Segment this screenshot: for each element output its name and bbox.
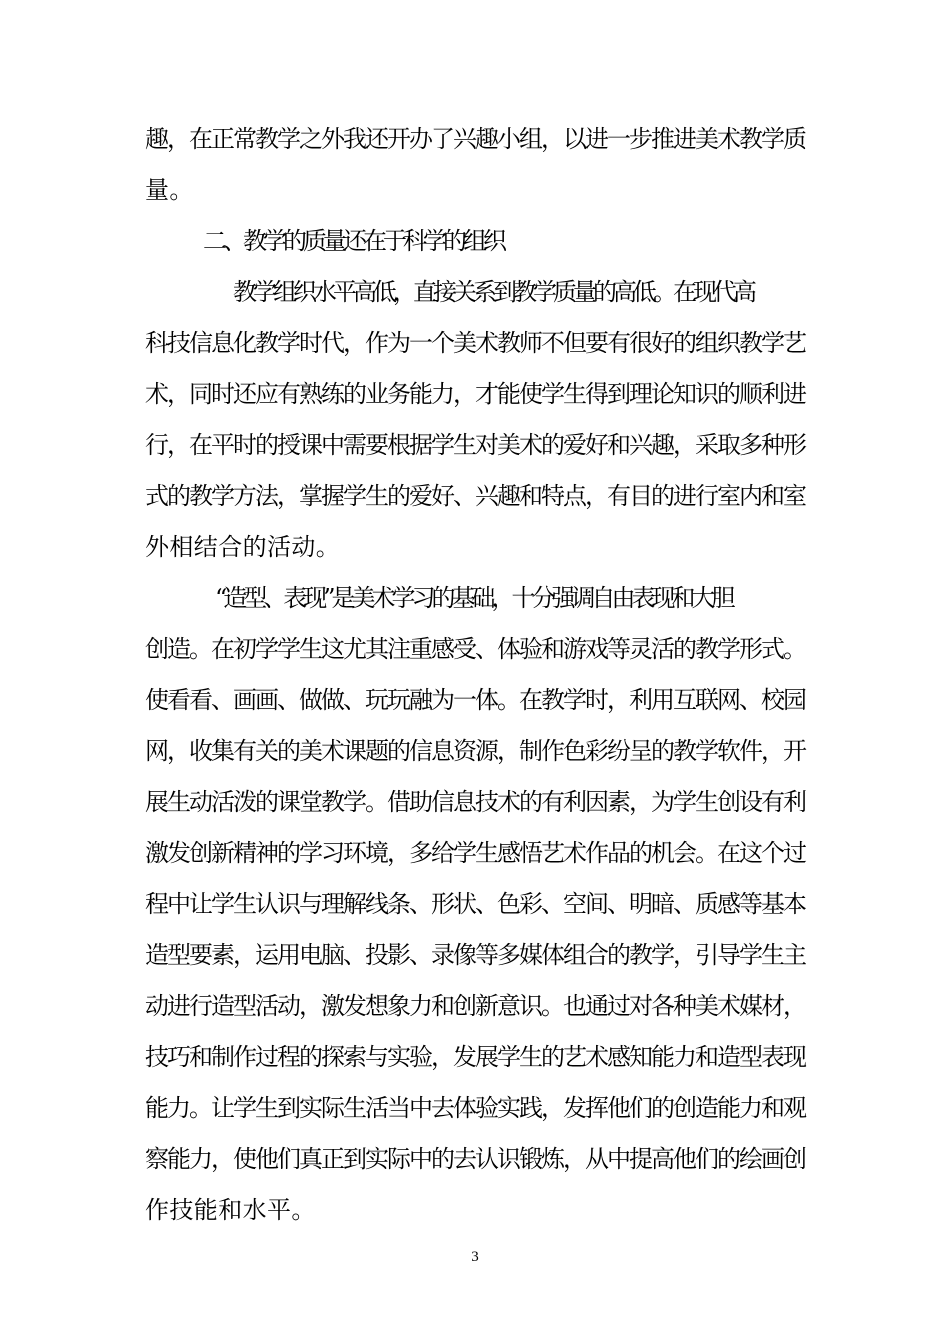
paragraph-line: 展生动活泼的课堂教学。借助信息技术的有利因素，为学生创设有利	[145, 788, 805, 816]
paragraph-line: 行，在平时的授课中需要根据学生对美术的爱好和兴趣，采取多种形	[145, 431, 805, 459]
paragraph-line: 创造。在初学学生这尤其注重感受、体验和游戏等灵活的教学形式。	[145, 635, 805, 663]
paragraph-line: 式的教学方法，掌握学生的爱好、兴趣和特点，有目的进行室内和室	[145, 482, 805, 510]
paragraph-line: 外相结合的活动。	[145, 533, 341, 561]
paragraph-line: 科技信息化教学时代，作为一个美术教师不但要有很好的组织教学艺	[145, 329, 805, 357]
paragraph-line: 能力。让学生到实际生活当中去体验实践，发挥他们的创造能力和观	[145, 1094, 805, 1122]
paragraph-line: 量。	[145, 176, 194, 204]
page-number: 3	[471, 1249, 479, 1265]
paragraph-line: 造型要素，运用电脑、投影、录像等多媒体组合的教学，引导学生主	[145, 941, 805, 969]
paragraph-line: 趣，在正常教学之外我还开办了兴趣小组，以进一步推进美术教学质	[145, 125, 805, 153]
paragraph-line: 激发创新精神的学习环境，多给学生感悟艺术作品的机会。在这个过	[145, 839, 805, 867]
paragraph-line: 作技能和水平。	[145, 1196, 316, 1224]
paragraph-line: “造型、表现”是美术学习的基础，十分强调自由表现和大胆	[215, 584, 732, 612]
paragraph-line: 程中让学生认识与理解线条、形状、色彩、空间、明暗、质感等基本	[145, 890, 805, 918]
paragraph-line: 网，收集有关的美术课题的信息资源，制作色彩纷呈的教学软件，开	[145, 737, 805, 765]
paragraph-line: 使看看、画画、做做、玩玩融为一体。在教学时，利用互联网、校园	[145, 686, 805, 714]
paragraph-line: 察能力，使他们真正到实际中的去认识锻炼，从中提高他们的绘画创	[145, 1145, 805, 1173]
paragraph-line: 术，同时还应有熟练的业务能力，才能使学生得到理论知识的顺利进	[145, 380, 805, 408]
paragraph-line: 教学组织水平高低，直接关系到教学质量的高低。在现代高	[233, 278, 753, 306]
paragraph-line: 动进行造型活动，激发想象力和创新意识。也通过对各种美术媒材，	[145, 992, 805, 1020]
section-heading: 二、教学的质量还在于科学的组织	[203, 227, 503, 255]
paragraph-line: 技巧和制作过程的探索与实验，发展学生的艺术感知能力和造型表现	[145, 1043, 805, 1071]
